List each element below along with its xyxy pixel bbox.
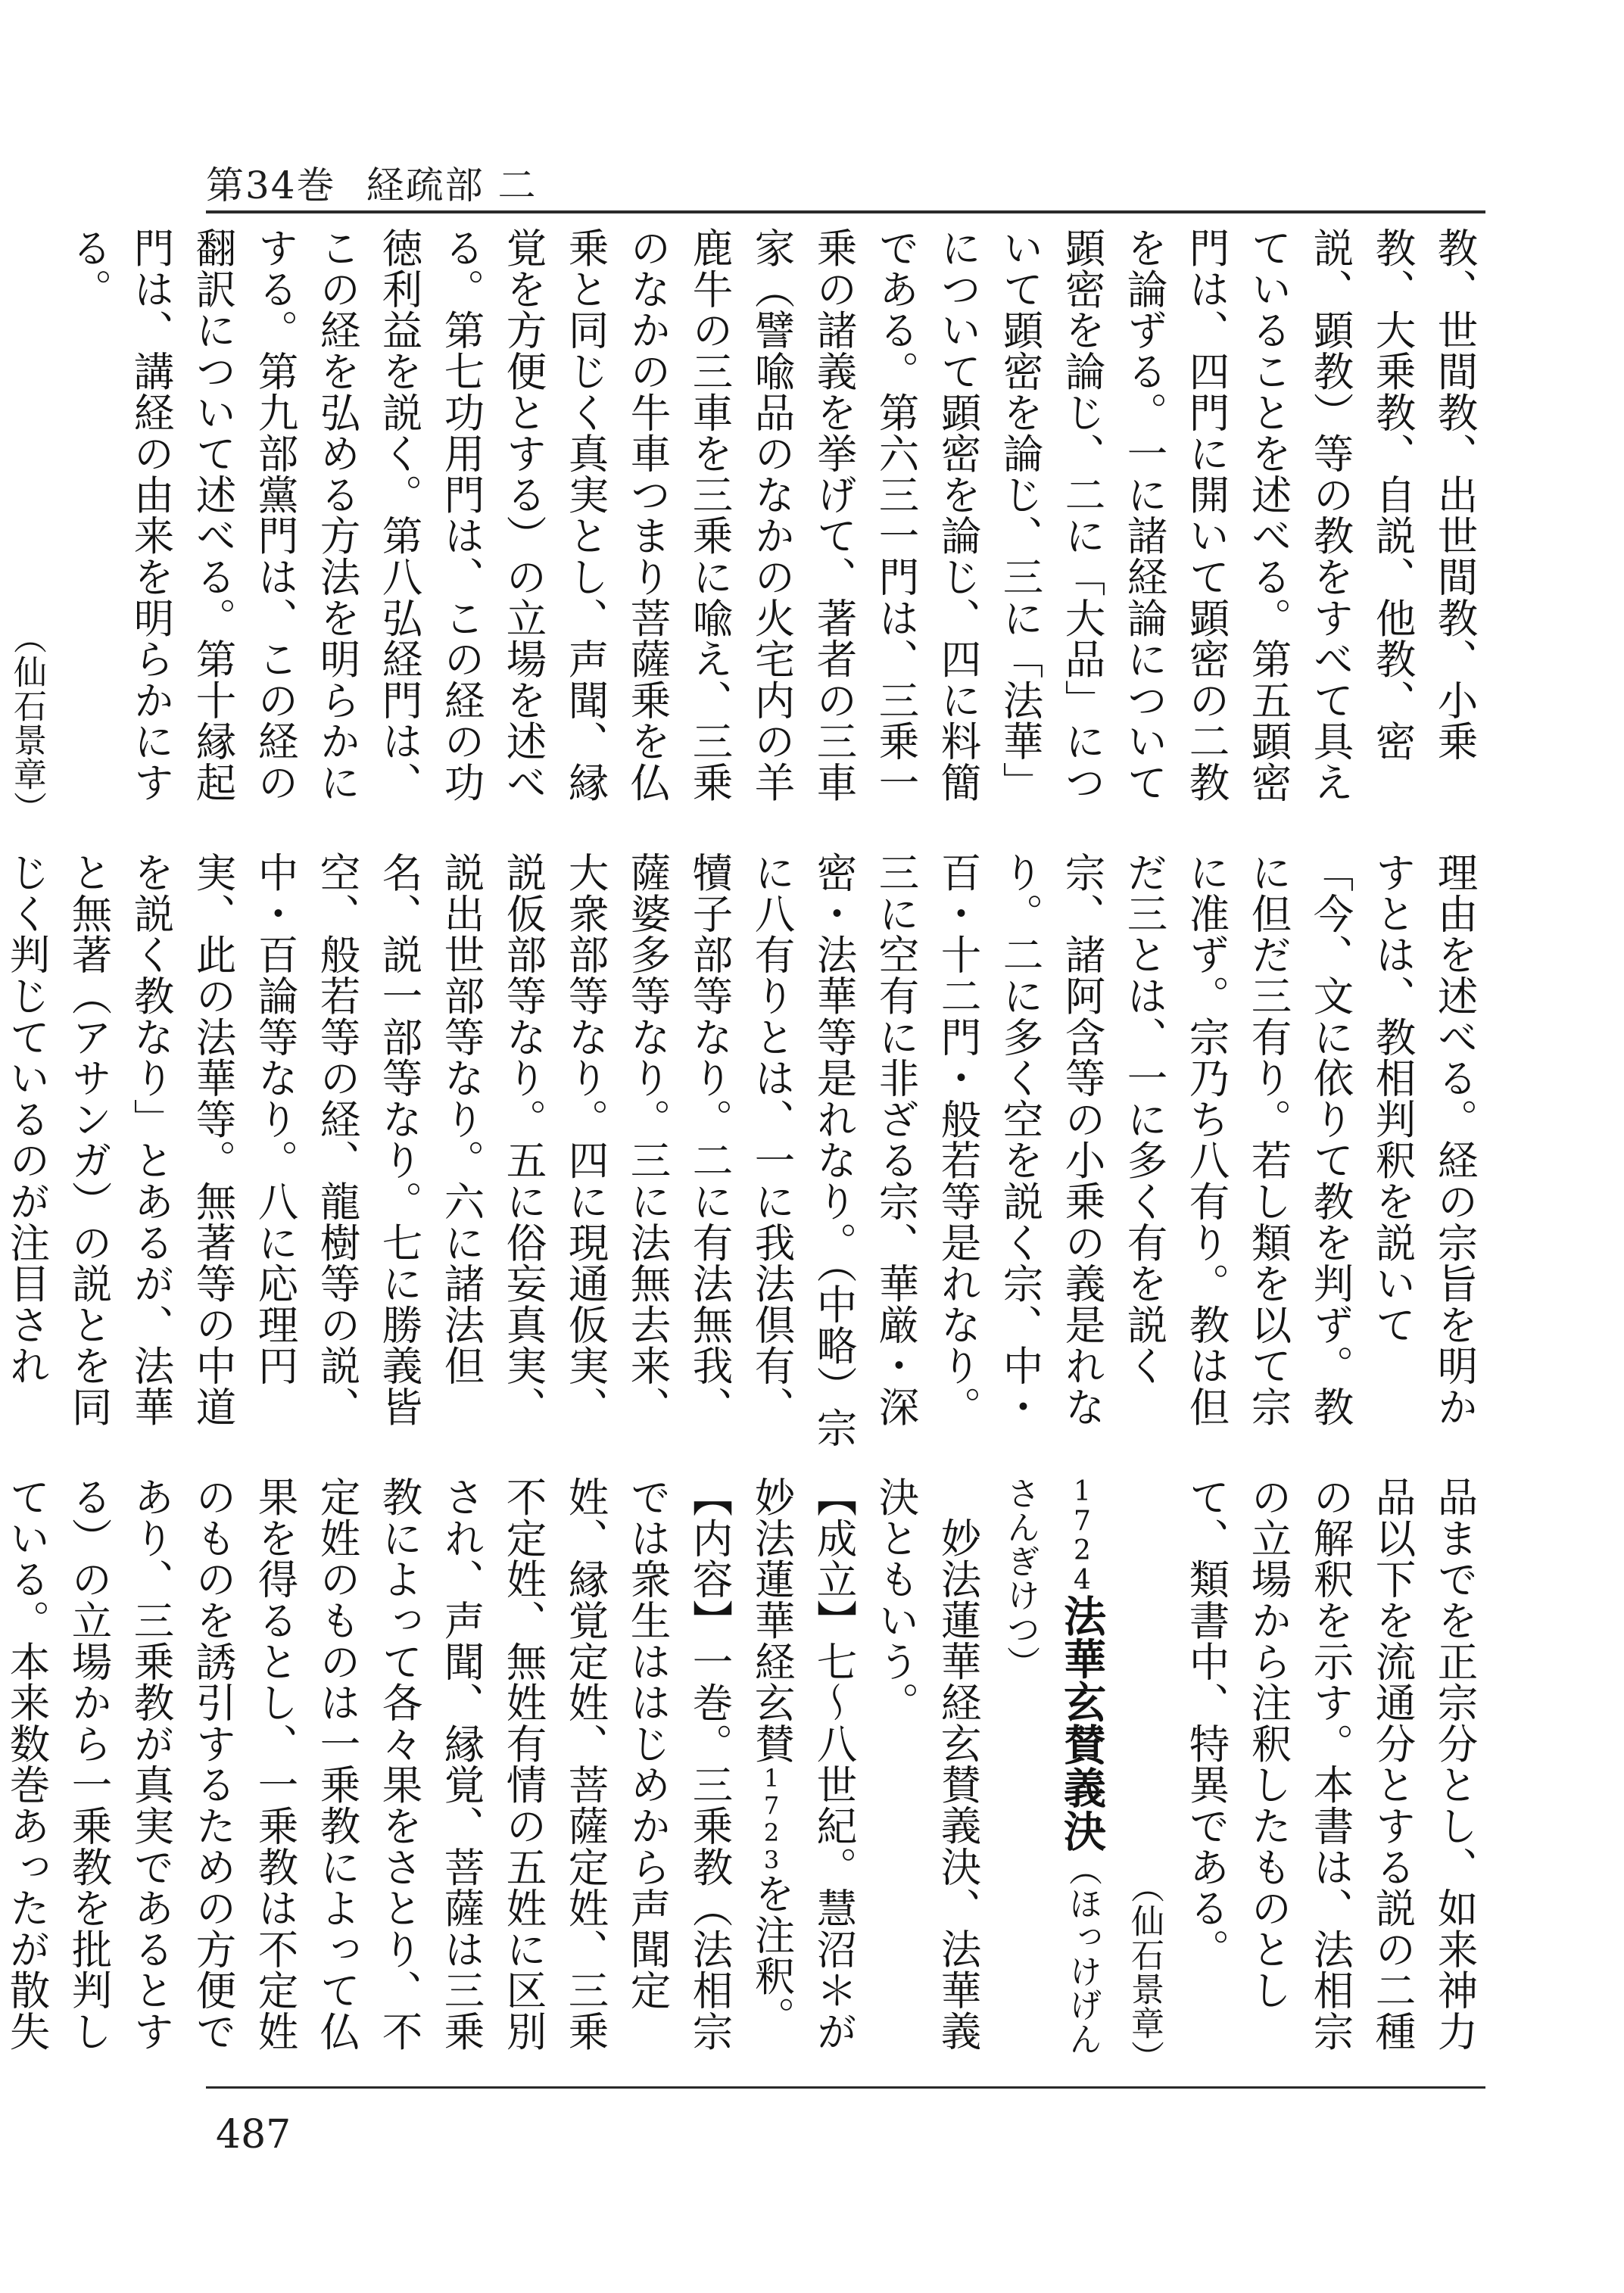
entry-alias: 妙法蓮華経玄賛義決、法華義決ともいう。 bbox=[872, 1476, 982, 2052]
section-label: 経疏部 二 bbox=[366, 164, 538, 207]
paragraph: 品までを正宗分とし、如来神力品以下を流通分とする説の二種の解釈を示す。本書は、法相宗の立場から注釈したものとして、類書中、特異である。 bbox=[1183, 1476, 1479, 2052]
volume-label: 第34巻 bbox=[206, 164, 336, 207]
entry-number: 1724 bbox=[1067, 1476, 1098, 1594]
entry-reading: （ほっけげんさんぎけつ） bbox=[1001, 1476, 1102, 2056]
paragraph: 教、世間教、出世間教、小乗教、大乗教、自説、他教、密説、顕教）等の教をすべて具えていることを述べる。第五顕密門は、四門に開いて顕密の二教を論ずる。一に諸経論について顕密を論じ、二に「大品」について顕密を論じ、三に「法華」について顕密を論じ、四に料簡である。第六三一門は、三乗一乗の諸義を挙げて、著者の三車家（譬喩品のなかの火宅内の羊鹿牛の三車を三乗に喩え、三乗のなかの牛車つまり菩薩乗を仏乗と同じく真実とし、声聞、縁覚を方便とする）の立場を述べる。第七功用門は、この経の功徳利益を説く。第八弘経門は、この経を弘める方法を明らかにする。第九部黨門は、この経の翻訳について述べる。第十縁起門は、講経の由来を明らかにする。 bbox=[65, 227, 1479, 803]
text-tier-1 bbox=[8, 227, 1485, 825]
entry-heading bbox=[989, 1476, 1113, 2074]
author-signature: （仙石景章） bbox=[1125, 1870, 1164, 2074]
cross-reference: 1723 bbox=[757, 1764, 786, 1874]
seiritsu-text: 七～八世紀。慧沼＊が妙法蓮華経玄賛 bbox=[748, 1476, 858, 2052]
entry-seiritsu bbox=[740, 1476, 865, 2074]
naiyou-text: 一巻。三乗教（法相宗では衆生ははじめから声聞定姓、縁覚定姓、菩薩定姓、三乗不定姓、無姓有情の五姓に区別され、声聞、縁覚、菩薩は三乗教によって各々果をさとり、不定姓のものは一乗教によって仏果を得るとし、一乗教は不定姓のものを誘引するための方便であり、三乗教が真実であるとする）の立場から一乗教を批判している。本来数巻あったが散失 bbox=[3, 1476, 734, 2052]
text-tier-3 bbox=[3, 1476, 1485, 2074]
naiyou-label: 【内容】 bbox=[686, 1476, 734, 1641]
page-number: 487 bbox=[216, 2112, 291, 2157]
entry-title: 法華玄賛義決 bbox=[1057, 1594, 1107, 1852]
author-signature: （仙石景章） bbox=[8, 621, 46, 825]
text-tier-2 bbox=[3, 852, 1485, 1450]
seiritsu-tail: を注釈。 bbox=[748, 1873, 796, 2038]
running-header bbox=[206, 155, 538, 210]
paragraph: 理由を述べる。経の宗旨を明かすとは、教相判釈を説いて「今、文に依りて教を判ず。教に但だ三有り。若し類を以て宗に准ず。宗乃ち八有り。教は但だ三とは、一に多く有を説く宗、諸阿含等の小乗の義是れなり。二に多く空を説く宗、中・百・十二門・般若等是れなり。三に空有に非ざる宗、華厳・深密・法華等是れなり。（中略）宗に八有りとは、一に我法倶有、犢子部等なり。二に有法無我、薩婆多等なり。三に法無去来、大衆部等なり。四に現通仮実、説仮部等なり。五に俗妄真実、説出世部等なり。六に諸法但名、説一部等なり。七に勝義皆空、般若等の経、龍樹等の説、中・百論等なり。八に応理円実、此の法華等。無著等の中道を説く教なり」とあるが、法華と無著（アサンガ）の説とを同じく判じているのが注目され bbox=[3, 852, 1479, 1448]
footer-rule bbox=[206, 2086, 1485, 2089]
seiritsu-label: 【成立】 bbox=[810, 1476, 858, 1641]
entry-naiyou bbox=[0, 1476, 740, 2074]
header-rule bbox=[206, 210, 1485, 213]
